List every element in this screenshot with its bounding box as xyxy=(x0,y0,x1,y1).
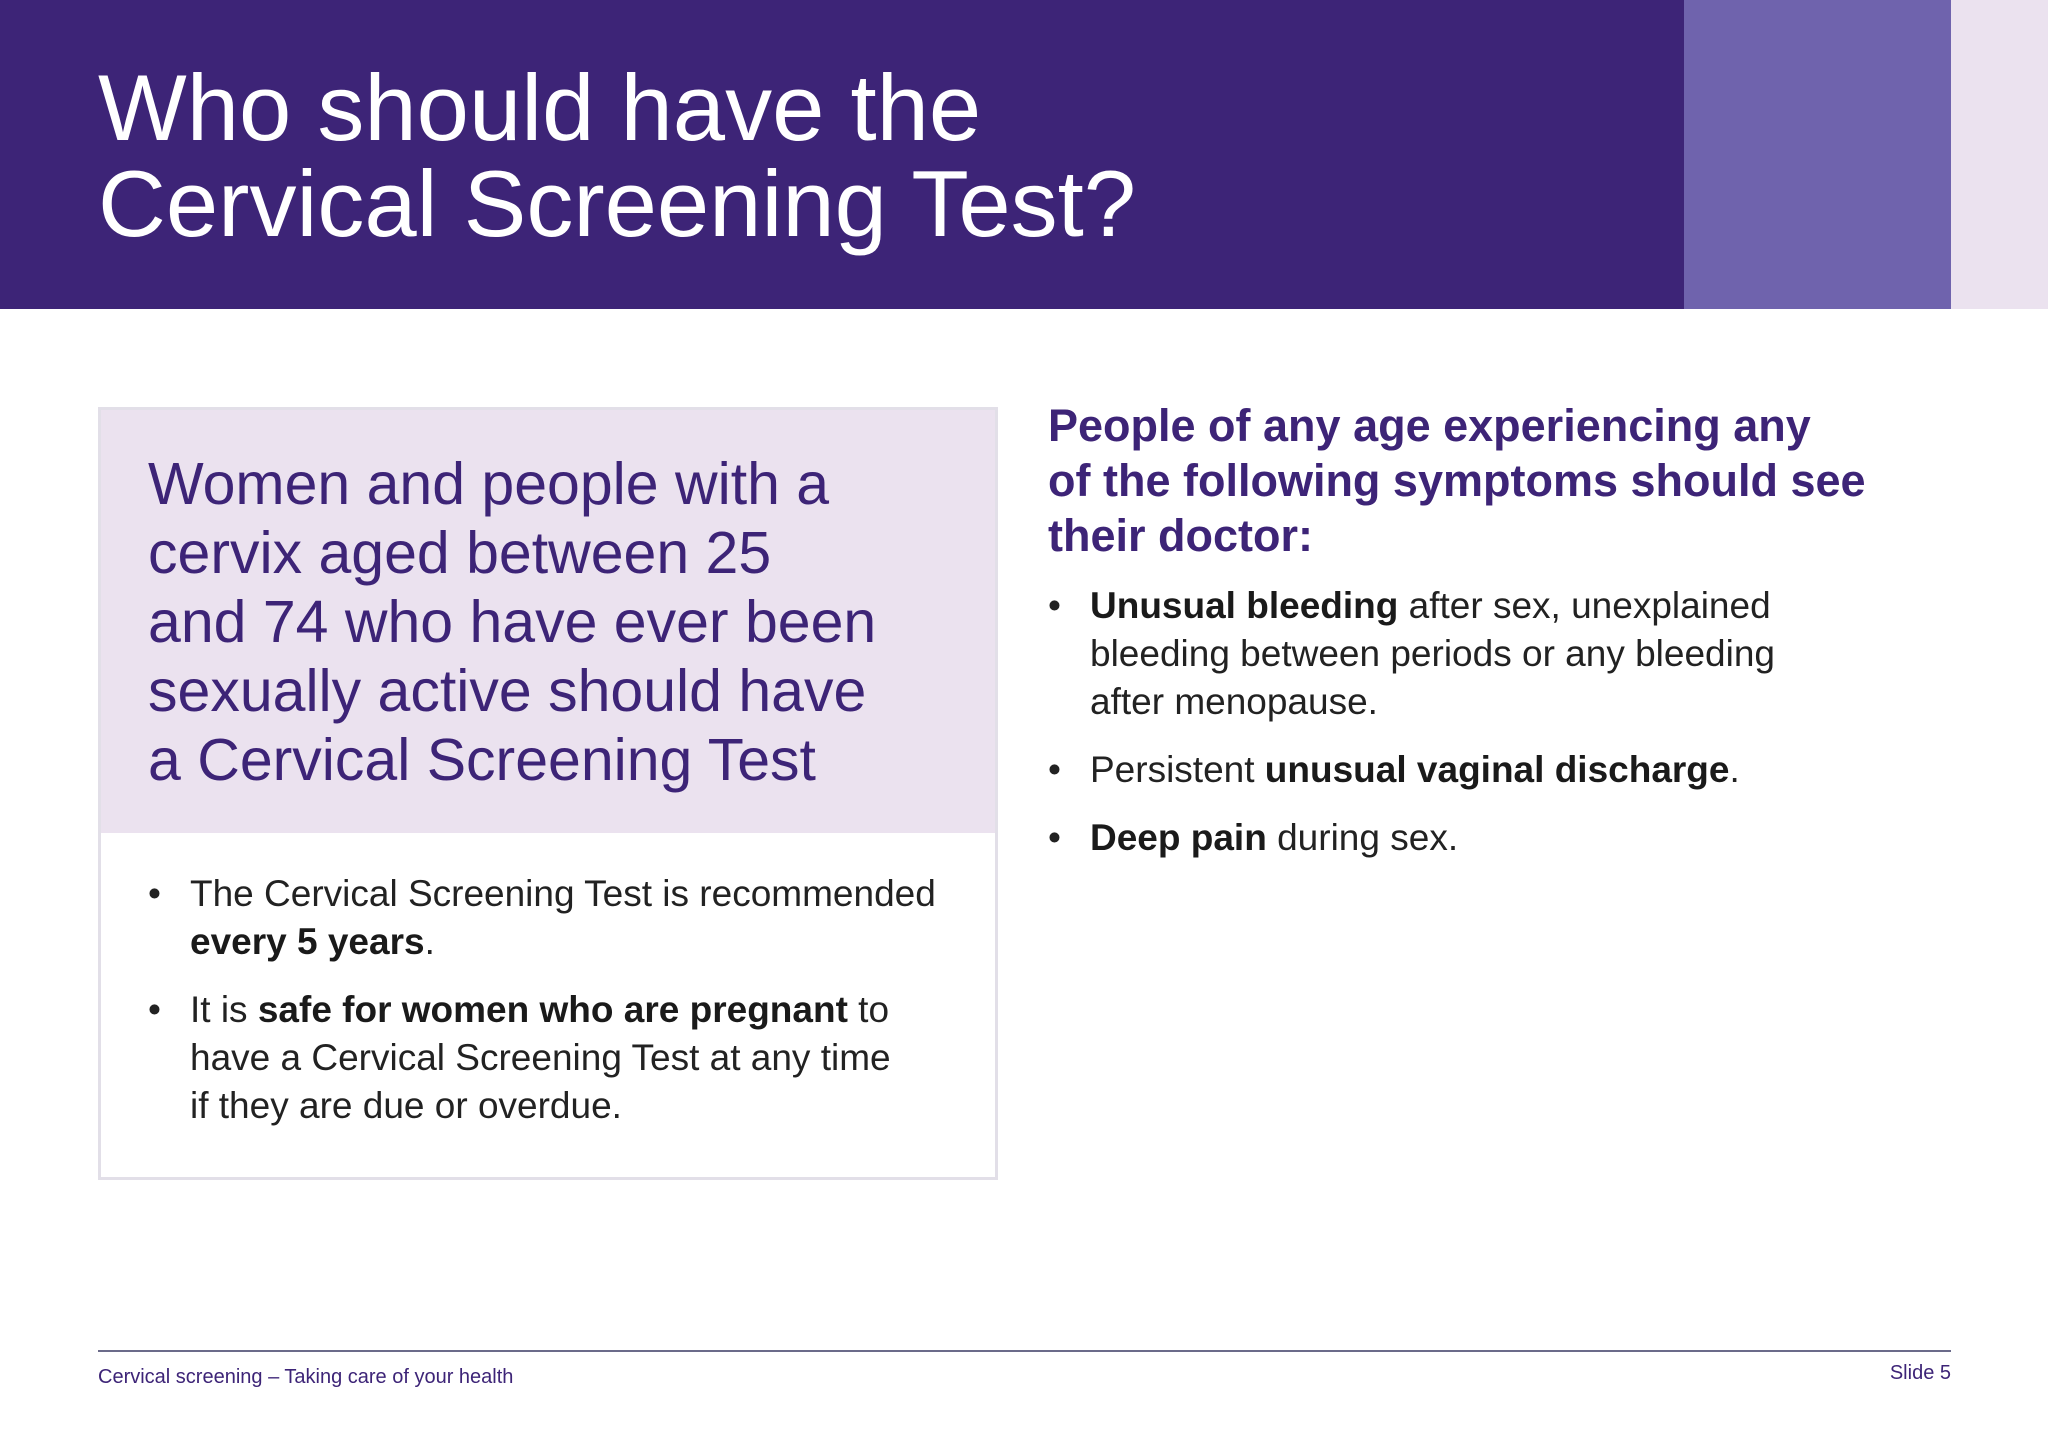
bullet-bold-text: every 5 years xyxy=(190,921,425,962)
bullet-dot: • xyxy=(1048,817,1061,858)
bullet-text-pre: Persistent xyxy=(1090,749,1265,790)
list-item xyxy=(1048,582,1948,726)
bullet-bold-text: unusual vaginal discharge xyxy=(1264,749,1730,790)
footer-caption: Cervical screening – Taking care of your health xyxy=(98,1366,514,1388)
footer-divider xyxy=(98,1350,1951,1352)
symptoms-heading-line-1: People of any age experiencing any xyxy=(1048,400,1811,451)
bullet-text: if they are due or overdue. xyxy=(190,1085,622,1126)
header-band-light xyxy=(1951,0,2048,309)
bullet-text-end: . xyxy=(1729,749,1740,790)
eligibility-panel xyxy=(98,407,998,1180)
bullet-text-post: after sex, unexplained xyxy=(1398,585,1771,626)
eligibility-bullet-list xyxy=(148,870,978,1150)
bullet-text-post: during sex. xyxy=(1266,817,1459,858)
bullet-text xyxy=(1090,582,1948,630)
bullet-dot: • xyxy=(148,873,161,914)
bullet-text: after menopause. xyxy=(1090,681,1378,722)
bullet-bold-text: safe for women who are pregnant xyxy=(257,989,848,1030)
eligibility-heading xyxy=(148,450,968,795)
symptoms-heading-line-3: their doctor: xyxy=(1048,510,1313,561)
symptoms-heading xyxy=(1048,398,1968,563)
bullet-text xyxy=(190,986,978,1034)
bullet-text: have a Cervical Screening Test at any time xyxy=(190,1037,891,1078)
bullet-text xyxy=(1090,746,1948,794)
symptoms-heading-line-2: of the following symptoms should see xyxy=(1048,455,1866,506)
eligibility-heading-line-1: Women and people with a xyxy=(148,451,830,517)
bullet-dot: • xyxy=(148,989,161,1030)
bullet-text-end: . xyxy=(424,921,435,962)
eligibility-highlight xyxy=(101,410,995,833)
list-item xyxy=(148,986,978,1130)
list-item xyxy=(1048,814,1948,862)
header-band-mid xyxy=(1684,0,1951,309)
bullet-bold-text: Unusual bleeding xyxy=(1090,585,1399,626)
bullet-bold-text: Deep pain xyxy=(1090,817,1267,858)
bullet-text: bleeding between periods or any bleeding xyxy=(1090,633,1776,674)
symptoms-bullet-list xyxy=(1048,582,1948,882)
bullet-text xyxy=(190,918,978,966)
eligibility-heading-line-2: cervix aged between 25 xyxy=(148,520,772,586)
bullet-dot: • xyxy=(1048,749,1061,790)
slide-title xyxy=(98,55,1136,256)
bullet-text-post: to xyxy=(847,989,890,1030)
slide-title-line-2: Cervical Screening Test? xyxy=(98,151,1136,256)
eligibility-heading-line-4: sexually active should have xyxy=(148,658,867,724)
slide-number: Slide 5 xyxy=(1889,1362,1951,1384)
bullet-text: The Cervical Screening Test is recommended xyxy=(190,873,936,914)
bullet-text-pre: It is xyxy=(190,989,258,1030)
eligibility-heading-line-3: and 74 who have ever been xyxy=(148,589,877,655)
eligibility-heading-line-5: a Cervical Screening Test xyxy=(148,727,816,793)
bullet-text xyxy=(1090,814,1948,862)
slide-title-line-1: Who should have the xyxy=(98,55,982,160)
list-item xyxy=(148,870,978,966)
bullet-dot: • xyxy=(1048,585,1061,626)
list-item xyxy=(1048,746,1948,794)
